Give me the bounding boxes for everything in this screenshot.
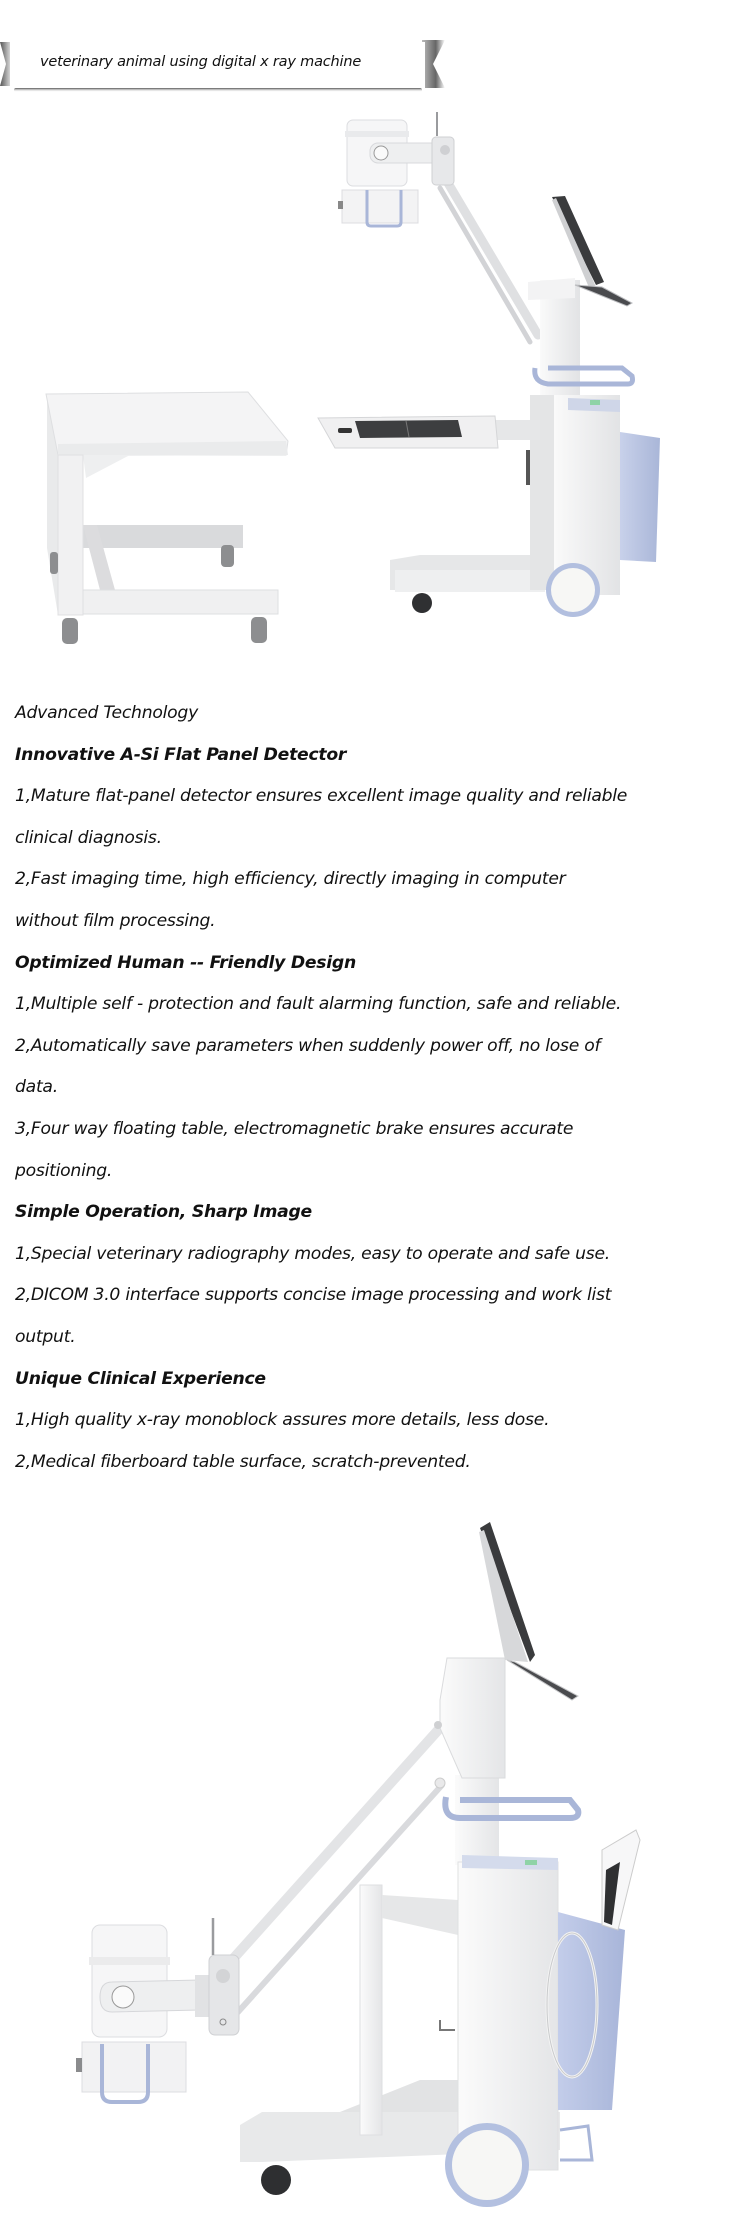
- feature-line: 1,Mature flat-panel detector ensures excellent image quality and reliable: [15, 786, 628, 807]
- feature-line: clinical diagnosis.: [15, 827, 162, 848]
- feature-line: without film processing.: [15, 910, 216, 931]
- caster: [261, 2165, 291, 2195]
- feature-line: 3,Four way floating table, electromagnetic brake ensures accurate: [15, 1118, 574, 1139]
- generator-cabinet: [526, 395, 660, 595]
- generator-cabinet: [440, 1830, 640, 2170]
- detector-tray: [318, 416, 540, 448]
- feature-line: 2,DICOM 3.0 interface supports concise image processing and work list: [15, 1285, 612, 1306]
- veterinary-table: [46, 392, 288, 644]
- feature-line: output.: [15, 1326, 76, 1347]
- x-ray-machine-with-table-image: [0, 100, 750, 670]
- feature-line: 1,Multiple self - protection and fault alarming function, safe and reliable.: [15, 994, 622, 1015]
- title-banner: [0, 38, 450, 96]
- support-arm: [440, 178, 538, 342]
- feature-line: 2,Fast imaging time, high efficiency, directly imaging in computer: [15, 869, 566, 890]
- banner-title: veterinary animal using digital x ray machine: [40, 54, 362, 70]
- intro-heading: Advanced Technology: [15, 703, 198, 723]
- x-ray-tube-head: [338, 112, 454, 226]
- feature-line: 2,Medical fiberboard table surface, scratch-prevented.: [15, 1451, 471, 1472]
- section-heading: Optimized Human -- Friendly Design: [15, 952, 356, 973]
- feature-line: data.: [15, 1077, 58, 1098]
- frame: [360, 1885, 382, 2135]
- feature-line: 1,Special veterinary radiography modes, easy to operate and safe use.: [15, 1243, 610, 1264]
- x-ray-tube-head: [76, 1918, 239, 2102]
- section-heading: Unique Clinical Experience: [15, 1368, 266, 1389]
- x-ray-machine-side-view-image: [0, 1490, 750, 2232]
- product-render-2: [0, 1490, 750, 2232]
- cart-base: [390, 555, 545, 613]
- feature-line: 1,High quality x-ray monoblock assures more details, less dose.: [15, 1410, 550, 1431]
- support-arm: [232, 1728, 442, 2012]
- feature-line: 2,Automatically save parameters when suddenly power off, no lose of: [15, 1035, 601, 1056]
- section-heading: Simple Operation, Sharp Image: [15, 1202, 312, 1223]
- section-heading: Innovative A-Si Flat Panel Detector: [15, 744, 347, 765]
- product-render-1: [0, 100, 750, 670]
- feature-line: positioning.: [15, 1160, 113, 1181]
- product-description: [15, 693, 745, 1483]
